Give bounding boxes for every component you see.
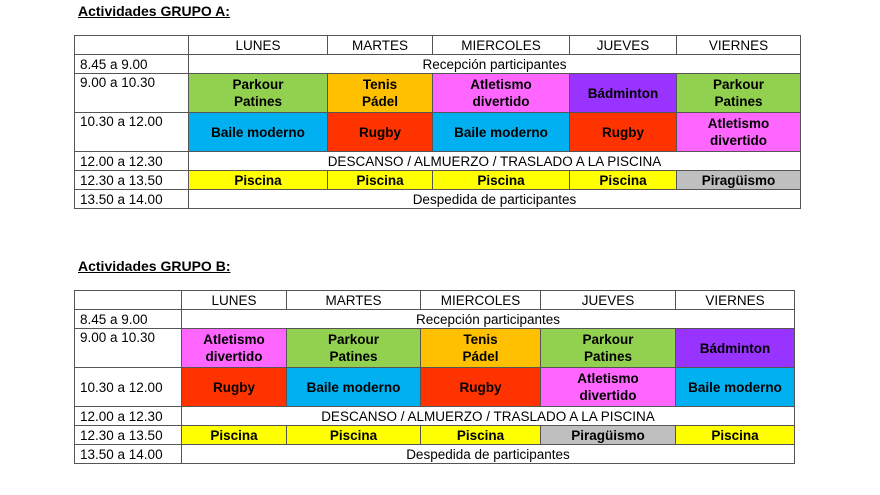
table-row [75, 368, 795, 407]
table-row [75, 171, 801, 190]
time-cell: 10.30 a 12.00 [75, 368, 182, 407]
activity-cell [541, 368, 676, 407]
day-header: LUNES [182, 291, 287, 310]
activity-cell [570, 74, 677, 113]
activity-line: divertido [472, 94, 530, 109]
group-b-schedule-table [74, 290, 795, 464]
time-cell: 13.50 a 14.00 [75, 190, 189, 209]
time-cell: 8.45 a 9.00 [75, 310, 182, 329]
day-header: JUEVES [570, 36, 677, 55]
activity-line: Baile moderno [211, 124, 305, 140]
activity-line: Patines [583, 349, 633, 364]
table-row [75, 445, 795, 464]
group-a-title: Actividades GRUPO A: [78, 3, 230, 19]
group-b-title: Actividades GRUPO B: [78, 258, 231, 274]
day-header: LUNES [189, 36, 328, 55]
activity-line: Parkour [327, 332, 380, 347]
activity-line: Atletismo [707, 116, 770, 131]
activity-cell [676, 329, 795, 368]
activity-cell [287, 368, 421, 407]
time-cell: 9.00 a 10.30 [75, 74, 189, 113]
activity-line: Rugby [459, 379, 502, 395]
activity-cell [677, 74, 801, 113]
activity-line: Parkour [712, 77, 765, 92]
activity-line: Tenis [362, 77, 398, 92]
activity-cell: Piscina [287, 426, 421, 445]
activity-cell [182, 368, 287, 407]
time-cell: 12.00 a 12.30 [75, 152, 189, 171]
time-cell: 12.00 a 12.30 [75, 407, 182, 426]
activity-line: Tenis [463, 332, 498, 347]
activity-cell: Piscina [189, 171, 328, 190]
day-header: MARTES [328, 36, 433, 55]
activity-line: Pádel [462, 349, 499, 364]
activity-cell [433, 113, 570, 152]
time-cell: 10.30 a 12.00 [75, 113, 189, 152]
table-row [75, 74, 801, 113]
break-cell: DESCANSO / ALMUERZO / TRASLADO A LA PISCINA [182, 407, 795, 426]
activity-cell: Piscina [421, 426, 541, 445]
activity-cell [189, 113, 328, 152]
time-cell: 12.30 a 13.50 [75, 426, 182, 445]
table-row [75, 190, 801, 209]
activity-line: Parkour [232, 77, 284, 92]
activity-cell: Piscina [328, 171, 433, 190]
activity-cell [433, 74, 570, 113]
activity-line: Patines [329, 349, 378, 364]
activity-line: Baile moderno [306, 379, 401, 395]
table-row [75, 310, 795, 329]
time-cell: 9.00 a 10.30 [75, 329, 182, 368]
activity-line: Baile moderno [688, 379, 782, 395]
table-row [75, 113, 801, 152]
activity-line: Patines [714, 94, 763, 109]
activity-cell [570, 113, 677, 152]
activity-cell [541, 329, 676, 368]
activity-cell [421, 329, 541, 368]
activity-cell [189, 74, 328, 113]
activity-line: divertido [205, 349, 263, 364]
activity-line: divertido [579, 388, 637, 403]
farewell-cell: Despedida de participantes [189, 190, 801, 209]
day-header: VIERNES [677, 36, 801, 55]
break-cell: DESCANSO / ALMUERZO / TRASLADO A LA PISCINA [189, 152, 801, 171]
time-cell: 8.45 a 9.00 [75, 55, 189, 74]
activity-cell [328, 113, 433, 152]
activity-cell: Piscina [676, 426, 795, 445]
activity-cell [677, 113, 801, 152]
activity-cell: Piragüismo [541, 426, 676, 445]
activity-line: divertido [709, 133, 767, 148]
activity-line: Rugby [602, 124, 644, 140]
day-header: MIERCOLES [433, 36, 570, 55]
group-a-schedule-table [74, 35, 801, 209]
day-header: VIERNES [676, 291, 795, 310]
header-row [75, 36, 801, 55]
activity-cell: Piscina [570, 171, 677, 190]
activity-cell [287, 329, 421, 368]
activity-cell [328, 74, 433, 113]
header-row [75, 291, 795, 310]
activity-cell: Piscina [182, 426, 287, 445]
farewell-cell: Despedida de participantes [182, 445, 795, 464]
activity-line: Rugby [213, 379, 255, 395]
reception-cell: Recepción participantes [182, 310, 795, 329]
corner-cell [75, 291, 182, 310]
table-row [75, 55, 801, 74]
activity-line: Rugby [359, 124, 401, 140]
day-header: MARTES [287, 291, 421, 310]
reception-cell: Recepción participantes [189, 55, 801, 74]
activity-cell [676, 368, 795, 407]
activity-cell: Piscina [433, 171, 570, 190]
activity-line: Bádminton [587, 85, 659, 101]
day-header: JUEVES [541, 291, 676, 310]
activity-cell: Piragüismo [677, 171, 801, 190]
activity-line: Pádel [361, 94, 399, 109]
activity-line: Patines [233, 94, 283, 109]
activity-line: Parkour [582, 332, 634, 347]
corner-cell [75, 36, 189, 55]
time-cell: 13.50 a 14.00 [75, 445, 182, 464]
day-header: MIERCOLES [421, 291, 541, 310]
activity-cell [421, 368, 541, 407]
activity-line: Atletismo [577, 371, 639, 386]
table-row [75, 426, 795, 445]
table-row [75, 152, 801, 171]
time-cell: 12.30 a 13.50 [75, 171, 189, 190]
table-row [75, 329, 795, 368]
activity-cell [182, 329, 287, 368]
activity-line: Baile moderno [454, 124, 548, 140]
activity-line: Atletismo [470, 77, 532, 92]
activity-line: Atletismo [203, 332, 265, 347]
table-row [75, 407, 795, 426]
activity-line: Bádminton [699, 340, 771, 356]
